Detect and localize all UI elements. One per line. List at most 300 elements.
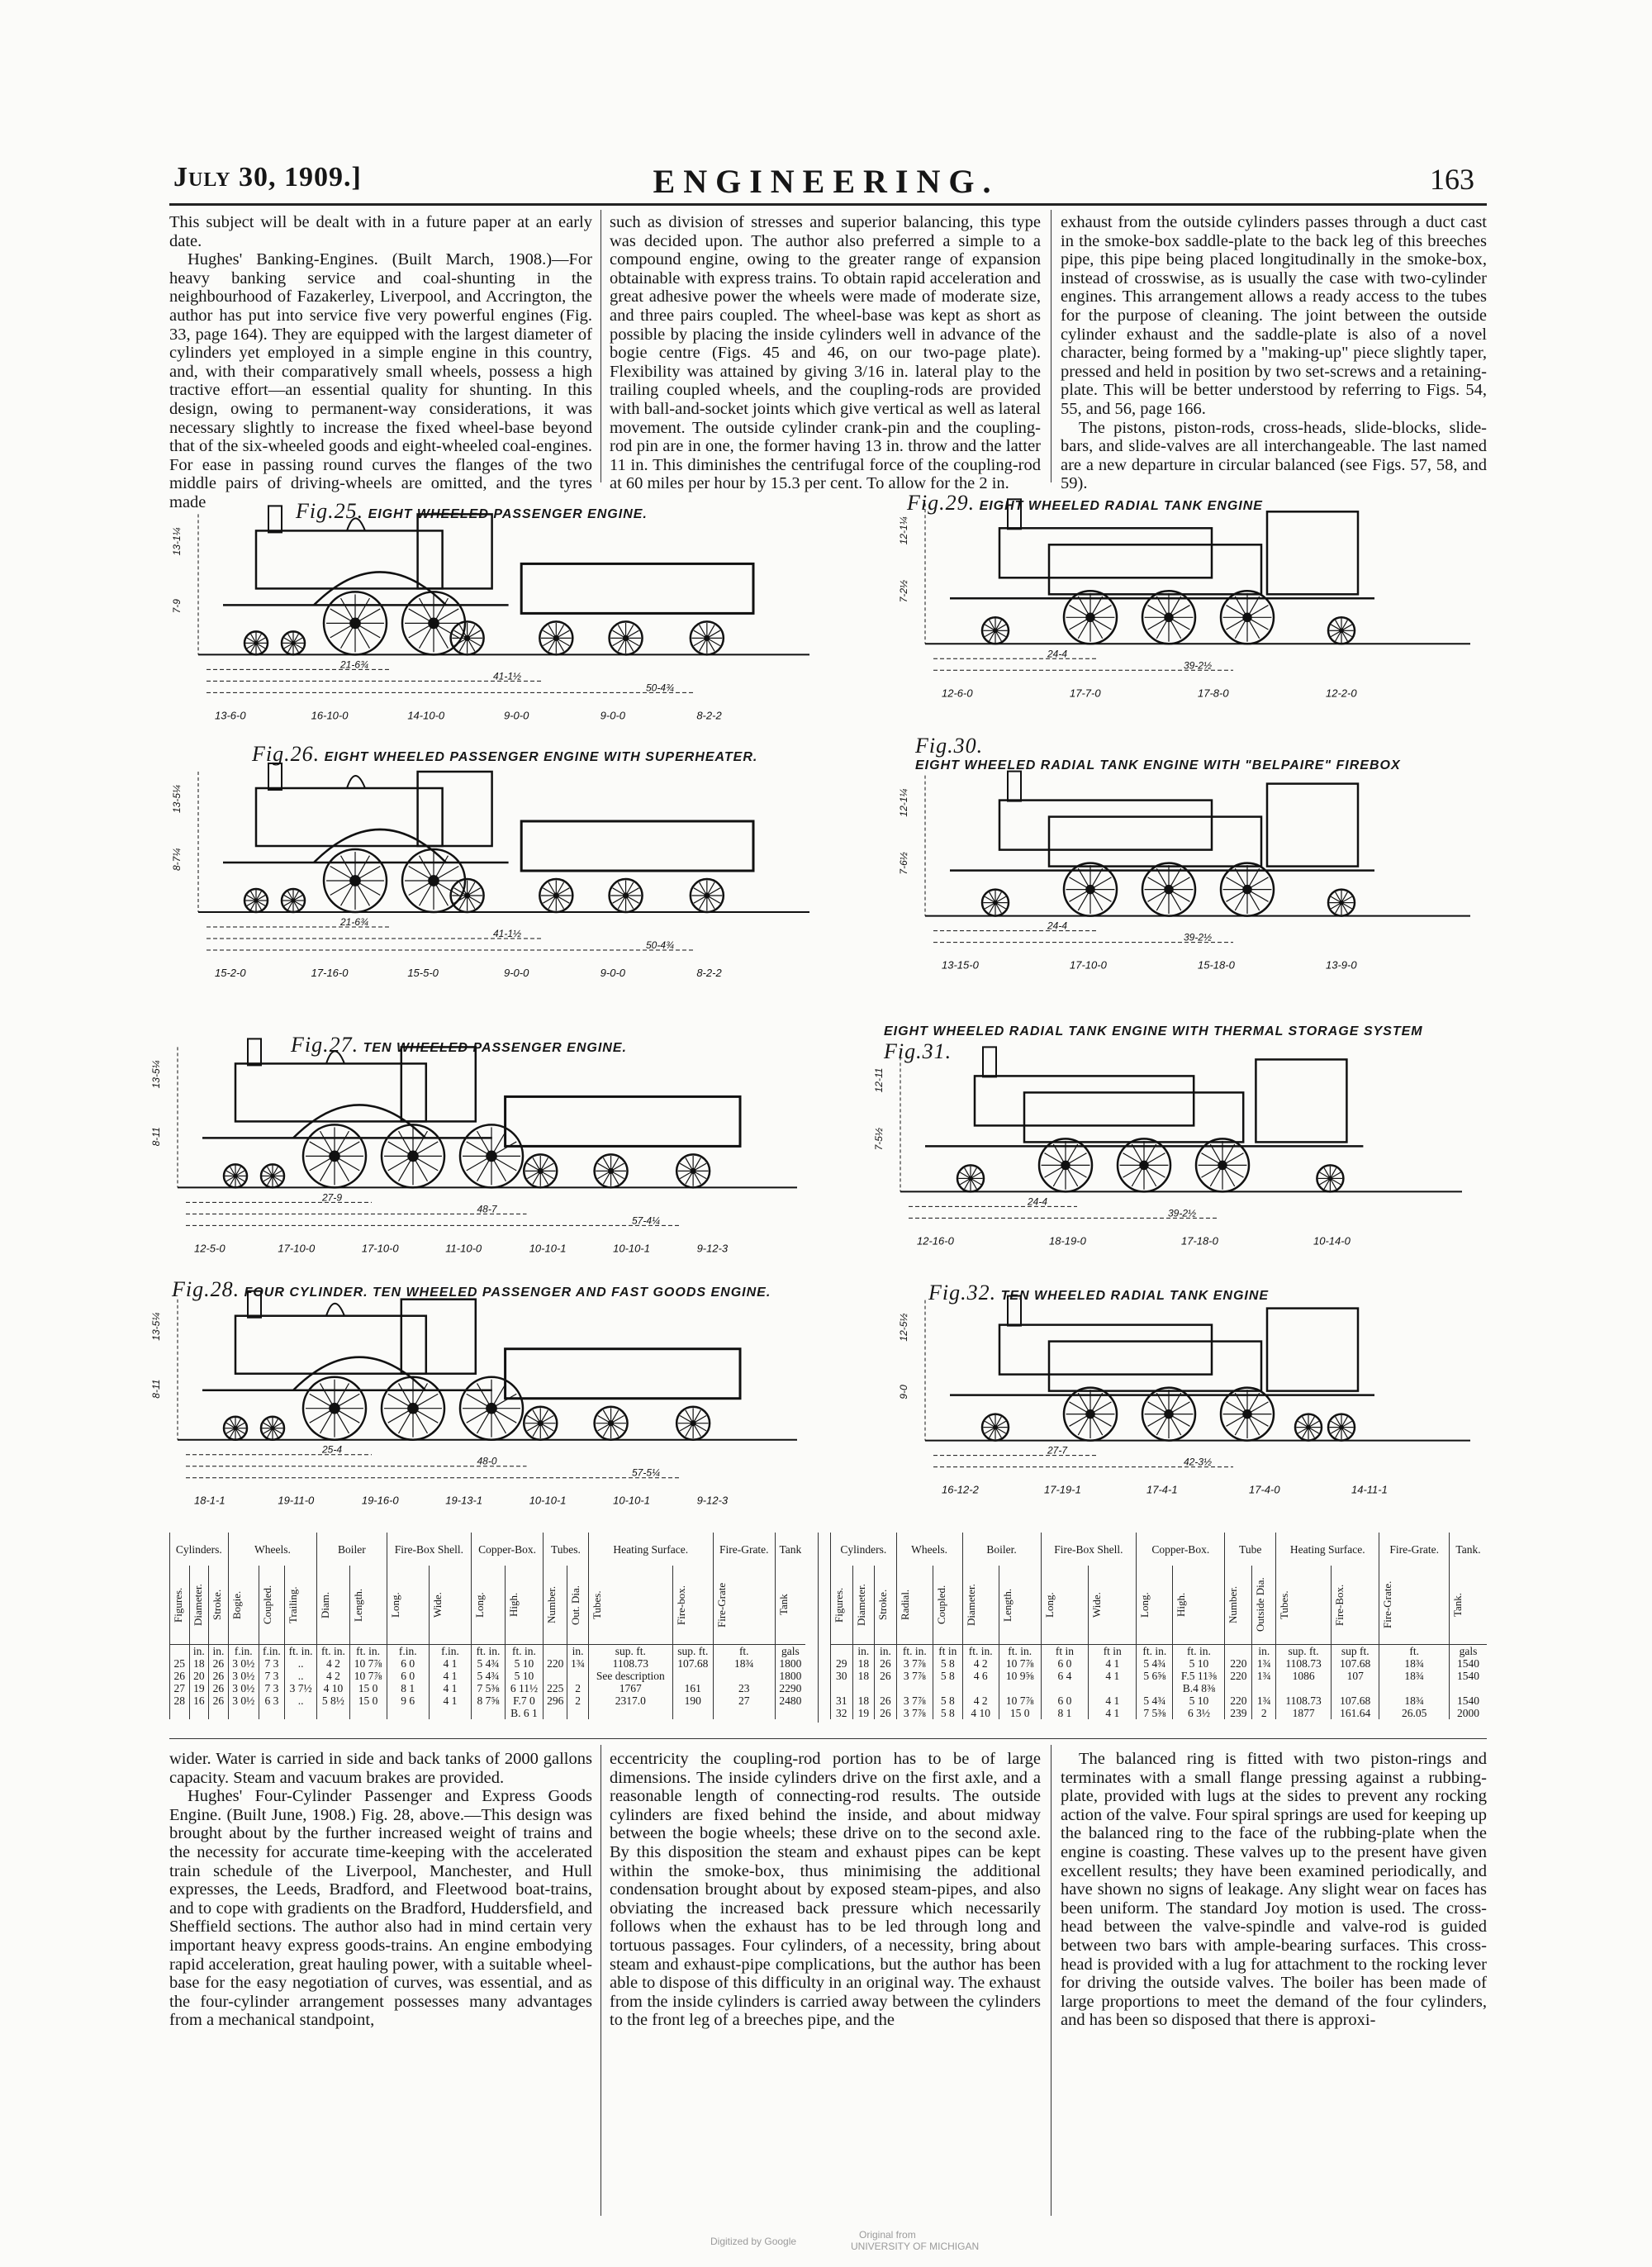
column-label: Fire-box. [674,1585,687,1625]
unit-cell: f.in. [259,1645,284,1658]
fig-title: TEN WHEELED PASSENGER ENGINE. [363,1041,627,1055]
table-cell: 2 [1252,1707,1276,1719]
table-cell: 23 [713,1682,775,1694]
digitized-note: Digitized by Google [710,2236,797,2247]
column-label: Fire-Grate. [1381,1580,1394,1629]
dimension-label: 9-0-0 [600,709,626,722]
unit-cell: sup ft. [1332,1645,1379,1658]
column-label: Outside Dia. [1254,1577,1267,1633]
unit-cell: in. [209,1645,229,1658]
height-label: 9-0 [898,1385,909,1400]
span-label: 42-3½ [1184,1456,1213,1468]
table-cell: 5 8 [933,1657,963,1670]
table-cell: 7 5⅜ [472,1682,506,1694]
table-cell: 1540 [1449,1694,1487,1707]
table-column-header [852,1566,875,1645]
table-cell: 9 6 [387,1694,429,1707]
table-cell: 5 8 [933,1694,963,1707]
fig25-drawing [173,516,818,739]
table-cell: 26 [170,1670,190,1682]
journal-title: ENGINEERING. [653,163,999,200]
dimension-label: 14-11-1 [1351,1483,1388,1496]
table-cell [672,1707,713,1719]
dimension-label: 17-16-0 [311,967,349,979]
table-column-header [189,1566,209,1645]
table-cell: 7 3 [259,1682,284,1694]
table-cell [875,1682,897,1694]
column-label: Stroke. [876,1589,890,1621]
column-label: Tank [776,1594,790,1616]
table-cell [852,1682,875,1694]
table-cell: 15 0 [349,1682,387,1694]
fig31-drawing [873,1053,1470,1276]
paragraph: The pistons, piston-rods, cross-heads, slide-blocks, slide-bars, and slide-valves are all interchangeable. The last named are a new departure in circular balanced (see Figs. 57, 58, and 59). [1061,418,1487,493]
fig-title: EIGHT WHEELED RADIAL TANK ENGINE WITH THERMAL STORAGE SYSTEM [884,1024,1423,1038]
column-label: Tank. [1450,1592,1464,1618]
paragraph: The balanced ring is fitted with two piston-rings and terminates with a small flange pressing against a rubbing-plate, provided with lugs at the sides to prevent any rocking action of the valve. Four spiral springs are used for keeping up the balanced ring to the face of the rubbing-plate when the engine is coasting. These valves up to the present have given excellent results; they have been examined periodically, and have shown no signs of leakage. Any slight wear on faces has been uniform. The standard Joy motion is used. The cross-head between the valve-spindle and valve-rod is guided between two bars with ample-bearing surfaces. This cross-head is provided with a lug for attachment to the rocking lever for driving the outside valves. The boiler has been made of large proportions to meet the demand of the four cylinders, and has been so disposed that there is approxi- [1061,1750,1487,2030]
table-cell [387,1707,429,1719]
table-cell [962,1682,999,1694]
table-cell: .. [284,1694,316,1707]
dimension-label: 14-10-0 [407,709,445,722]
table-cell: 4 1 [1089,1670,1137,1682]
height-label: 7-9 [171,599,183,614]
dome [347,776,365,788]
table-cell [1041,1682,1089,1694]
tender-tank [521,821,753,871]
table-group-header: Copper-Box. [1137,1533,1225,1566]
unit-cell: gals [775,1645,805,1658]
table-column-header [1449,1566,1487,1645]
table-column-header [962,1566,999,1645]
table-cell: 3 0½ [228,1670,259,1682]
unit-cell: f.in. [228,1645,259,1658]
fig-number: Fig.25. [296,499,364,523]
table-cell: See description [588,1670,672,1682]
span-label: 48-0 [477,1455,497,1467]
table-row [831,1670,1488,1682]
table-cell: 27 [170,1682,190,1694]
table-column-header [259,1566,284,1645]
unit-cell: ft in [1041,1645,1089,1658]
unit-cell: ft. [713,1645,775,1658]
dimension-label: 18-19-0 [1049,1234,1086,1248]
table-cell: 2 [567,1694,588,1707]
dimension-label: 8-2-2 [696,967,722,979]
table-column-header [544,1566,567,1645]
table-row [170,1670,806,1682]
height-label: 8-11 [150,1127,162,1147]
table-group-header: Fire-Grate. [1379,1533,1450,1566]
height-label: 8-7¼ [171,848,183,871]
dimension-label: 10-10-1 [613,1494,650,1507]
table-group-header: Cylinders. [831,1533,897,1566]
dimension-label: 17-7-0 [1070,687,1101,700]
height-label: 13-5¼ [171,784,183,813]
boiler [975,1076,1194,1125]
table-cell: 1540 [1449,1657,1487,1670]
table-cell: 4 1 [429,1657,471,1670]
table-column-header [387,1566,429,1645]
table-cell [933,1682,963,1694]
span-label: 25-4 [322,1443,343,1456]
table-cell: 107.68 [1332,1657,1379,1670]
table-cell: 26 [209,1694,229,1707]
dimension-label: 8-2-2 [696,709,722,722]
dimension-label: 16-12-2 [942,1483,979,1496]
table-group-header: Heating Surface. [1276,1533,1379,1566]
table-cell [209,1707,229,1719]
table-cell: 15 0 [999,1707,1041,1719]
table-cell: .. [284,1670,316,1682]
table-cell: 10 7⅞ [349,1657,387,1670]
table-cell: 2 [567,1682,588,1694]
height-label: 12-1¼ [898,516,909,545]
table-row [831,1657,1488,1670]
table-column-header [1137,1566,1173,1645]
fig28-drawing [150,1294,805,1529]
span-label: 27-9 [322,1191,343,1204]
span-label: 41-1½ [493,670,522,682]
table-column-header [1332,1566,1379,1645]
table-group-header: Cylinders. [170,1533,229,1566]
tender-tank [506,1349,740,1399]
column-label: Length. [351,1588,364,1622]
table-cell: 10 9⅝ [999,1670,1041,1682]
table-cell: 7 3 [259,1657,284,1670]
table-cell [567,1670,588,1682]
table-column-header [1041,1566,1089,1645]
table-cell: 18 [852,1694,875,1707]
chimney [248,1038,261,1065]
table-cell: 26 [209,1670,229,1682]
dimension-label: 9-0-0 [600,967,626,979]
cab [401,1300,476,1374]
table-cell: 7 3 [259,1670,284,1682]
dimension-label: 10-14-0 [1313,1234,1351,1248]
dome [347,518,365,530]
dimension-label: 15-18-0 [1198,958,1235,972]
chimney [1008,772,1021,801]
table-group-header: Tubes. [544,1533,589,1566]
table-cell: F.7 0 [505,1694,543,1707]
table-cell [1379,1682,1450,1694]
fig29-drawing [900,508,1479,727]
span-label: 39-2½ [1168,1207,1197,1219]
table-cell: 16 [189,1694,209,1707]
span-label: 24-4 [1047,648,1068,660]
table-cell: 5 8½ [317,1694,349,1707]
table-row [170,1694,806,1707]
table-cell: 1¾ [1252,1657,1276,1670]
table-cell: 5 10 [1173,1657,1225,1670]
table-cell: 4 2 [317,1670,349,1682]
table-cell: 5 10 [505,1657,543,1670]
table-cell: 5 4¾ [472,1670,506,1682]
tender-tank [521,563,753,613]
unit-cell: ft. in. [505,1645,543,1658]
chimney [1008,1296,1021,1326]
table-cell: 5 6⅝ [1137,1670,1173,1682]
table-cell: 18¾ [1379,1670,1450,1682]
table-cell [999,1682,1041,1694]
span-label: 24-4 [1028,1195,1048,1208]
table-column-header [567,1566,588,1645]
table-cell: 6 0 [1041,1694,1089,1707]
table-column-header [999,1566,1041,1645]
table-cell [317,1707,349,1719]
height-label: 13-1¼ [171,527,183,556]
table-column-header [317,1566,349,1645]
table-column-header [1276,1566,1332,1645]
dome [326,1304,344,1316]
table-cell: B. 6 1 [505,1707,543,1719]
table-row [170,1682,806,1694]
table-cell: 5 4¾ [1137,1694,1173,1707]
table-cell [1332,1682,1379,1694]
column-label: Diameter. [854,1584,867,1626]
height-label: 12-1¼ [898,788,909,817]
table-cell: 32 [831,1707,853,1719]
dimension-label: 16-10-0 [311,709,349,722]
table-cell: 3 0½ [228,1682,259,1694]
table-cell: 25 [170,1657,190,1670]
table-cell [284,1707,316,1719]
table-cell: 4 1 [1089,1707,1137,1719]
table-column-header [713,1566,775,1645]
table-column-header [1173,1566,1225,1645]
dimension-label: 17-10-0 [278,1242,316,1255]
table-cell: 4 2 [317,1657,349,1670]
paragraph: exhaust from the outside cylinders passes through a duct cast in the smoke-box saddle-plate to the back leg of this breeches pipe, this pipe being placed longitudinally in the smoke-box, instead of crosswise, as is usually the case with two-cylinder engines. This arrangement allows a ready access to the tubes for the purpose of cleaning. The joint between the outside cylinder exhaust and the saddle-plate is also of a novel character, being formed by a "making-up" piece slightly taper, pressed and held in position by two set-screws and a retaining-plate. This will be better understood by referring to Figs. 54, 55, and 56, page 166. [1061,213,1487,418]
table-cell: 6 0 [1041,1657,1089,1670]
span-label: 21-6¾ [340,658,369,671]
table-column-header [284,1566,316,1645]
unit-cell [831,1645,853,1658]
table-cell: 18 [189,1657,209,1670]
table-cell: 4 1 [429,1694,471,1707]
table-cell: 220 [1225,1694,1252,1707]
dimension-label: 19-13-1 [445,1494,483,1507]
height-label: 7-2½ [898,579,909,603]
table-column-header [1252,1566,1276,1645]
table-cell: 6 4 [1041,1670,1089,1682]
unit-cell: in. [189,1645,209,1658]
table-cell: 1767 [588,1682,672,1694]
table-cell: 7 5⅜ [1137,1707,1173,1719]
height-label: 13-5¼ [150,1060,162,1089]
page-number: 163 [1430,163,1474,196]
table-cell: 4 1 [429,1670,471,1682]
boiler [999,528,1212,577]
dimension-label: 17-18-0 [1181,1234,1218,1248]
table-cell: 220 [1225,1657,1252,1670]
table-cell [713,1670,775,1682]
table-cell: 6 0 [387,1670,429,1682]
table-bottom-rule [169,1738,1487,1739]
table-cell: 4 10 [962,1707,999,1719]
unit-cell: in. [1252,1645,1276,1658]
table-cell: 29 [831,1657,853,1670]
column-label: Figures. [172,1587,184,1623]
column-label: Fire-Box. [1333,1584,1346,1626]
table-column-header [775,1566,805,1645]
table-cell: 5 8 [933,1707,963,1719]
table-right [830,1533,1487,1719]
table-cell: 19 [189,1682,209,1694]
unit-cell: ft. [1379,1645,1450,1658]
table-cell: 4 6 [962,1670,999,1682]
table-group-header: Tank [775,1533,805,1566]
fig-number: Fig.31. [884,1039,952,1063]
table-cell: .. [284,1657,316,1670]
column-label: Diameter. [191,1584,204,1626]
table-cell: 28 [170,1694,190,1707]
column-label: Coupled. [260,1585,273,1625]
table-cell [1276,1682,1332,1694]
fig30-caption [915,734,1401,773]
table-group-header: Copper-Box. [472,1533,544,1566]
unit-cell: f.in. [429,1645,471,1658]
table-cell: 2317.0 [588,1694,672,1707]
unit-cell: ft. in. [317,1645,349,1658]
column-label: Wide. [1090,1592,1104,1618]
table-cell [472,1707,506,1719]
unit-cell: in. [875,1645,897,1658]
column-label: High. [1175,1592,1188,1618]
unit-cell: f.in. [387,1645,429,1658]
table-group-header: Fire-Grate. [713,1533,775,1566]
table-cell: 6 0 [387,1657,429,1670]
table-cell: 107.68 [672,1657,713,1670]
table-group-header: Heating Surface. [588,1533,713,1566]
dimension-label: 13-6-0 [215,709,246,722]
dimension-label: 12-16-0 [917,1234,954,1248]
table-group-header: Tank. [1449,1533,1487,1566]
fig-title: EIGHT WHEELED PASSENGER ENGINE. [368,507,648,521]
table-cell: 2290 [775,1682,805,1694]
unit-cell: ft. in. [1137,1645,1173,1658]
table-cell [544,1707,567,1719]
column-label: Fire-Grate [714,1582,728,1628]
chimney [268,763,282,790]
fig-title: FOUR CYLINDER. TEN WHEELED PASSENGER AND FAST GOODS ENGINE. [244,1286,771,1300]
table-cell [1449,1682,1487,1694]
table-cell: 4 2 [962,1694,999,1707]
boiler [235,1316,426,1374]
table-cell: 161 [672,1682,713,1694]
table-cell: 18¾ [713,1657,775,1670]
side-tank [1049,817,1261,867]
table-cell [567,1707,588,1719]
dimension-label: 15-5-0 [407,967,439,979]
dimension-label: 17-4-1 [1146,1483,1178,1496]
tender-tank [506,1096,740,1146]
table-cell [775,1707,805,1719]
table-cell: 1877 [1276,1707,1332,1719]
boiler [999,801,1212,850]
table-cell [189,1707,209,1719]
dimension-label: 17-4-0 [1249,1483,1280,1496]
table-column-header [875,1566,897,1645]
dimension-label: 15-2-0 [215,967,246,979]
column-label: Long. [388,1592,401,1618]
table-cell: 5 4¾ [472,1657,506,1670]
table-cell: 1¾ [1252,1670,1276,1682]
dimension-label: 10-10-1 [529,1494,567,1507]
fig-title: EIGHT WHEELED PASSENGER ENGINE WITH SUPERHEATER. [324,750,758,764]
table-cell [1252,1682,1276,1694]
column-label: Length. [1000,1588,1014,1622]
chimney [248,1291,261,1318]
table-row [170,1657,806,1670]
paragraph: eccentricity the coupling-rod portion has to be of large dimensions. The inside cylinders drive on the first axle, and a reasonable length of connecting-rod results. The outside cylinders are fixed behind the inside, and about midway between the bogie wheels; these drive on to the second axle. By this disposition the steam and exhaust pipes can be kept within the smoke-box, thus minimising the additional condensation brought about by exposed steam-pipes, and also obviating the increased back pressure which necessarily follows when the exhaust has to be led through long and tortuous passages. Four cylinders, of a necessity, bring about steam and exhaust-pipe complications, but the author has been able to dispose of this difficulty in an original way. The exhaust from the inside cylinders is carried away between the cylinders to the front leg of a breeches pipe, and the [610,1750,1041,2030]
table-cell: 4 1 [1089,1694,1137,1707]
height-label: 7-6½ [898,852,909,875]
dimension-label: 13-9-0 [1326,958,1357,972]
table-cell: 10 7⅞ [349,1670,387,1682]
table-cell: 15 0 [349,1694,387,1707]
dimension-label: 9-12-3 [696,1242,729,1255]
table-cell: 26 [209,1657,229,1670]
fig-title: TEN WHEELED RADIAL TANK ENGINE [1000,1289,1270,1303]
table-column-header [170,1566,190,1645]
span-label: 39-2½ [1184,659,1213,672]
fig-number: Fig.32. [928,1281,997,1305]
dimension-label: 12-6-0 [942,687,973,700]
table-cell: 5 4¾ [1137,1657,1173,1670]
table-cell: 3 7⅞ [896,1694,933,1707]
table-cell [831,1682,853,1694]
unit-cell: ft. in. [349,1645,387,1658]
height-label: 7-5½ [873,1128,885,1151]
header-date: July 30, 1909.] [173,162,362,192]
dimension-label: 13-15-0 [942,958,979,972]
table-column-header [472,1566,506,1645]
table-cell: 3 7½ [284,1682,316,1694]
unit-cell: gals [1449,1645,1487,1658]
paragraph: Hughes' Banking-Engines. (Built March, 1908.)—For heavy banking service and coal-shunting in the neighbourhood of Fazakerley, Liverpool, and Accrington, the author has put into service five very powerful engines (Fig. 33, page 164). They are equipped with the largest diameter of cylinders yet employed in a simple engine in this country, and, with their comparatively small wheels, possess a high tractive effort—an essential quality for shunting. In this design, owing to permanent-way considerations, it was necessary slightly to increase the fixed wheel-base beyond that of the six-wheeled goods and eight-wheeled coal-engines. For ease in passing round curves the flanges of the two middle pairs of driving-wheels are omitted, and the tyres made [169,250,592,511]
table-cell: 26 [875,1657,897,1670]
table-cell: 3 0½ [228,1657,259,1670]
unit-cell: sup. ft. [588,1645,672,1658]
table-row [831,1707,1488,1719]
paragraph: such as division of stresses and superior balancing, this type was decided upon. The author also preferred a simple to a compound engine, owing to the greater range of expansion obtainable with express trains. To obtain rapid acceleration and great adhesive power the wheels were made of moderate size, and three pairs coupled. The wheel-base was kept as short as possible by placing the inside cylinders well in advance of the bogie centre (Figs. 45 and 46, on our two-page plate). Flexibility was attained by giving 3/16 in. lateral play to the trailing coupled wheels, and the coupling-rods are provided with ball-and-socket joints which give vertical as well as lateral movement. The outside cylinder crank-pin and the coupling-rod pin are in one, the former having 13 in. throw and the latter 11 in. This diminishes the centrifugal force of the coupling-rod at 60 miles per hour by 15.3 per cent. To allow for the 2 in. [610,213,1042,493]
cab [418,772,492,846]
table-column-header [1089,1566,1137,1645]
table-cell: 4 1 [1089,1657,1137,1670]
table-cell: 26 [875,1707,897,1719]
bottom-column-3 [1061,1750,1487,2030]
table-cell: 6 3 [259,1694,284,1707]
table-cell: 26 [875,1694,897,1707]
table-cell: 18¾ [1379,1657,1450,1670]
fig-number: Fig.26. [252,742,320,766]
table-column-header [588,1566,672,1645]
table-cell: 3 7⅞ [896,1657,933,1670]
table-cell [713,1707,775,1719]
column-label: Stroke. [211,1589,224,1621]
cab [401,1047,476,1121]
table-cell: 18 [852,1657,875,1670]
span-label: 48-7 [477,1203,497,1215]
dimension-label: 18-1-1 [194,1494,225,1507]
dimension-label: 10-10-1 [613,1242,650,1255]
table-column-header [896,1566,933,1645]
column-label: Radial. [898,1589,911,1621]
table-cell: 2480 [775,1694,805,1707]
table-cell: 4 2 [962,1657,999,1670]
